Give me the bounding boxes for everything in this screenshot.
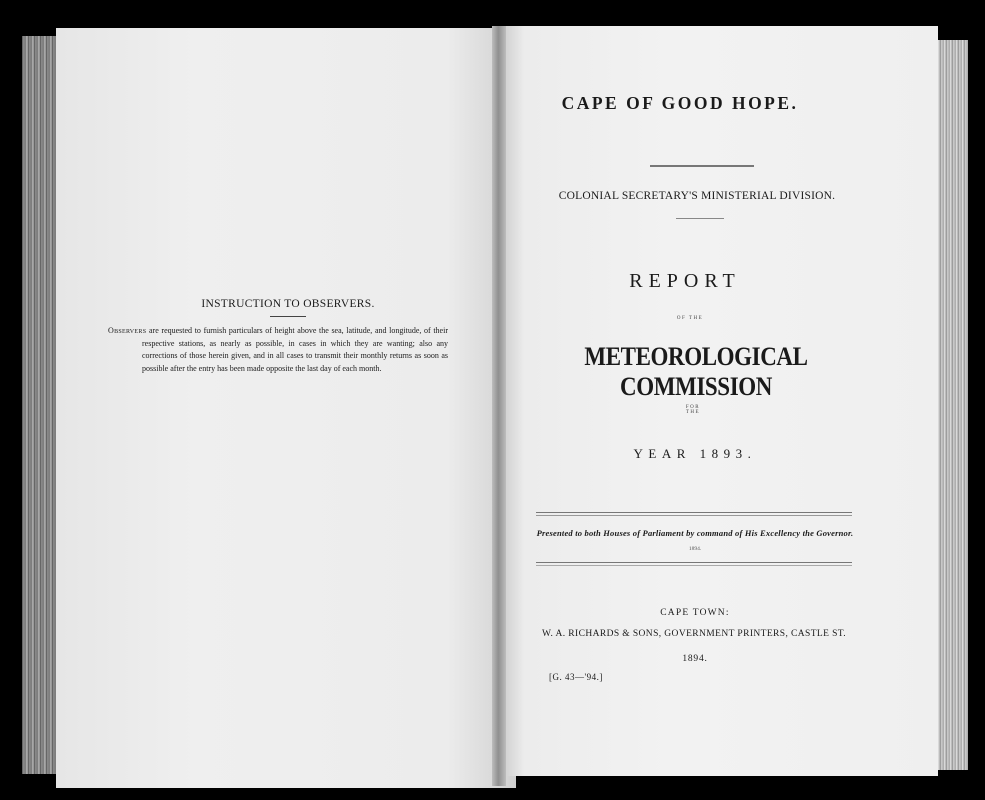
left-page (56, 28, 516, 788)
presented-rule-top (536, 512, 852, 513)
instruction-title: INSTRUCTION TO OBSERVERS. (201, 298, 375, 310)
division-divider (676, 218, 724, 219)
open-book (22, 26, 968, 780)
report-year: YEAR 1893. (633, 446, 757, 461)
presented-rule-top-2 (536, 515, 852, 516)
presented-rule-bottom-2 (536, 565, 852, 566)
instruction-block (108, 298, 448, 375)
presented-rule-bottom (536, 562, 852, 563)
document-reference: [G. 43—'94.] (549, 672, 603, 682)
for-the-label: FOR THE (685, 405, 701, 415)
imprint-place: CAPE TOWN: (660, 608, 730, 618)
presented-year: 1894. (688, 546, 702, 552)
presented-line: Presented to both Houses of Parliament by command of His Excellency the Governor. (536, 528, 854, 538)
page-heading: CAPE OF GOOD HOPE. (561, 93, 799, 113)
imprint-year: 1894. (682, 654, 708, 664)
instruction-text (108, 325, 448, 375)
imprint-printers: W. A. RICHARDS & SONS, GOVERNMENT PRINTERS, CASTLE ST. (541, 629, 847, 639)
instruction-body: are requested to furnish particulars of height above the sea, latitude, and longitude, of their respective stations, as nearly as possible, in cases in which they are wanting; also any corrections of those herein given, and in all cases to transmit their monthly returns as soon as possible after the entry has been made opposite the last day of each month. (142, 326, 448, 373)
heading-divider (650, 165, 754, 167)
commission-title: METEOROLOGICAL COMMISSION (584, 342, 808, 401)
instruction-divider (270, 316, 306, 317)
division-title: COLONIAL SECRETARY'S MINISTERIAL DIVISION. (558, 190, 836, 202)
book-gutter (492, 26, 506, 786)
instruction-lead: Observers (108, 326, 147, 335)
of-the-label: OF THE (676, 316, 704, 321)
report-title: REPORT (629, 270, 741, 292)
